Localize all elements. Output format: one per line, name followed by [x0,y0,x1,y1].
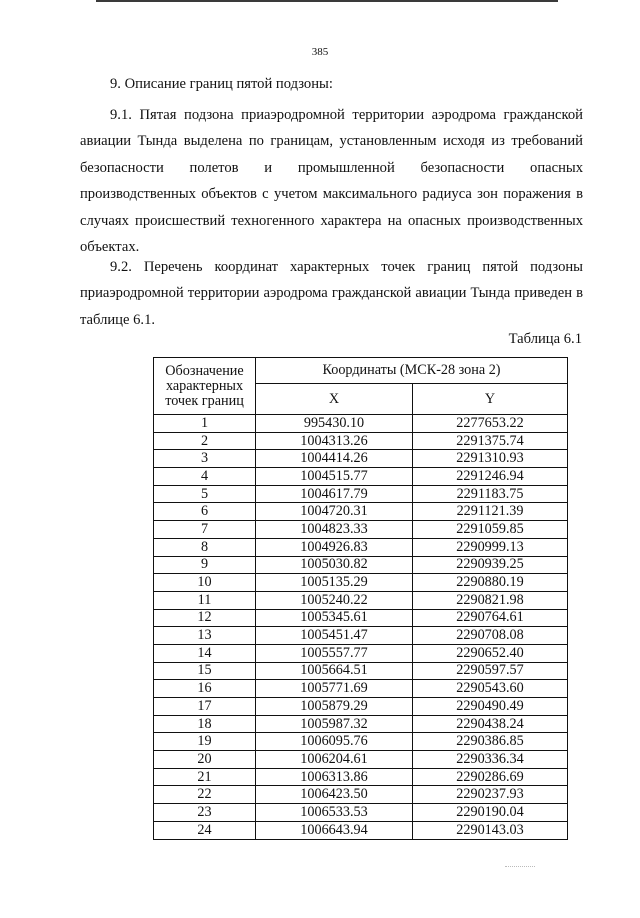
point-number-cell: 17 [154,698,256,716]
page-top-rule [96,0,558,2]
y-coordinate-cell: 2290386.85 [413,733,568,751]
table-row [154,591,568,609]
point-number-cell: 16 [154,680,256,698]
point-number-cell: 21 [154,768,256,786]
point-number-cell: 8 [154,538,256,556]
table-row [154,786,568,804]
table-row [154,680,568,698]
x-coordinate-cell: 1005451.47 [256,627,413,645]
y-coordinate-cell: 2291375.74 [413,432,568,450]
header-point-designation: Обозначение характерных точек границ [154,358,256,415]
header-x: X [256,384,413,415]
x-coordinate-cell: 1006095.76 [256,733,413,751]
y-coordinate-cell: 2290190.04 [413,804,568,822]
y-coordinate-cell: 2290237.93 [413,786,568,804]
table-row [154,662,568,680]
point-number-cell: 5 [154,485,256,503]
x-coordinate-cell: 1005030.82 [256,556,413,574]
point-number-cell: 9 [154,556,256,574]
y-coordinate-cell: 2290336.34 [413,751,568,769]
table-row [154,715,568,733]
x-coordinate-cell: 1005345.61 [256,609,413,627]
table-row [154,733,568,751]
point-number-cell: 24 [154,821,256,839]
table-row [154,768,568,786]
table-row [154,415,568,433]
x-coordinate-cell: 1004313.26 [256,432,413,450]
page-number: 385 [311,46,329,58]
point-number-cell: 19 [154,733,256,751]
table-row [154,574,568,592]
x-coordinate-cell: 1006643.94 [256,821,413,839]
table-caption: Таблица 6.1 [508,331,582,347]
scan-artifact [505,866,535,869]
table-row [154,468,568,486]
point-number-cell: 10 [154,574,256,592]
y-coordinate-cell: 2290764.61 [413,609,568,627]
table-row [154,503,568,521]
point-number-cell: 23 [154,804,256,822]
y-coordinate-cell: 2291059.85 [413,521,568,539]
y-coordinate-cell: 2290939.25 [413,556,568,574]
y-coordinate-cell: 2277653.22 [413,415,568,433]
y-coordinate-cell: 2291183.75 [413,485,568,503]
paragraph-9-2: 9.2. Перечень координат характерных точек границ пятой подзоны приаэродромной территории аэродрома гражданской авиации Тында приведен в таблице 6.1. [80,259,583,328]
table-row [154,432,568,450]
table-row [154,804,568,822]
coordinates-table-body [154,415,568,840]
table-row [154,521,568,539]
y-coordinate-cell: 2290543.60 [413,680,568,698]
table-row [154,698,568,716]
y-coordinate-cell: 2291310.93 [413,450,568,468]
y-coordinate-cell: 2290438.24 [413,715,568,733]
x-coordinate-cell: 1005557.77 [256,644,413,662]
point-number-cell: 6 [154,503,256,521]
section-heading: 9. Описание границ пятой подзоны: [110,76,333,92]
point-number-cell: 7 [154,521,256,539]
table-row [154,485,568,503]
point-number-cell: 20 [154,751,256,769]
point-number-cell: 13 [154,627,256,645]
y-coordinate-cell: 2290999.13 [413,538,568,556]
y-coordinate-cell: 2290490.49 [413,698,568,716]
table-row [154,751,568,769]
x-coordinate-cell: 1005987.32 [256,715,413,733]
x-coordinate-cell: 1006533.53 [256,804,413,822]
y-coordinate-cell: 2290286.69 [413,768,568,786]
x-coordinate-cell: 1005240.22 [256,591,413,609]
x-coordinate-cell: 1004823.33 [256,521,413,539]
table-row [154,450,568,468]
x-coordinate-cell: 995430.10 [256,415,413,433]
point-number-cell: 1 [154,415,256,433]
table-row [154,644,568,662]
y-coordinate-cell: 2290597.57 [413,662,568,680]
x-coordinate-cell: 1006423.50 [256,786,413,804]
y-coordinate-cell: 2291121.39 [413,503,568,521]
table-row [154,538,568,556]
table-row [154,556,568,574]
y-coordinate-cell: 2290880.19 [413,574,568,592]
x-coordinate-cell: 1005879.29 [256,698,413,716]
x-coordinate-cell: 1004515.77 [256,468,413,486]
x-coordinate-cell: 1005771.69 [256,680,413,698]
x-coordinate-cell: 1006313.86 [256,768,413,786]
y-coordinate-cell: 2290652.40 [413,644,568,662]
x-coordinate-cell: 1005135.29 [256,574,413,592]
y-coordinate-cell: 2290821.98 [413,591,568,609]
x-coordinate-cell: 1004617.79 [256,485,413,503]
header-coordinates: Координаты (МСК-28 зона 2) [256,358,568,384]
coordinates-table [153,357,568,840]
table-row [154,821,568,839]
x-coordinate-cell: 1006204.61 [256,751,413,769]
x-coordinate-cell: 1004414.26 [256,450,413,468]
y-coordinate-cell: 2290708.08 [413,627,568,645]
x-coordinate-cell: 1005664.51 [256,662,413,680]
y-coordinate-cell: 2291246.94 [413,468,568,486]
point-number-cell: 14 [154,644,256,662]
header-y: Y [413,384,568,415]
table-row [154,609,568,627]
point-number-cell: 22 [154,786,256,804]
paragraph-9-1: 9.1. Пятая подзона приаэродромной территории аэродрома гражданской авиации Тында выделена по границам, установленным исходя из требований безопасности полетов и промышленной безопасности опасных производственных объектов с учетом максимального радиуса зон поражения в случаях происшествий техногенного характера на опасных производственных объектах. [80,107,583,256]
point-number-cell: 3 [154,450,256,468]
point-number-cell: 12 [154,609,256,627]
x-coordinate-cell: 1004926.83 [256,538,413,556]
point-number-cell: 2 [154,432,256,450]
point-number-cell: 11 [154,591,256,609]
x-coordinate-cell: 1004720.31 [256,503,413,521]
point-number-cell: 18 [154,715,256,733]
point-number-cell: 15 [154,662,256,680]
table-row [154,627,568,645]
point-number-cell: 4 [154,468,256,486]
y-coordinate-cell: 2290143.03 [413,821,568,839]
